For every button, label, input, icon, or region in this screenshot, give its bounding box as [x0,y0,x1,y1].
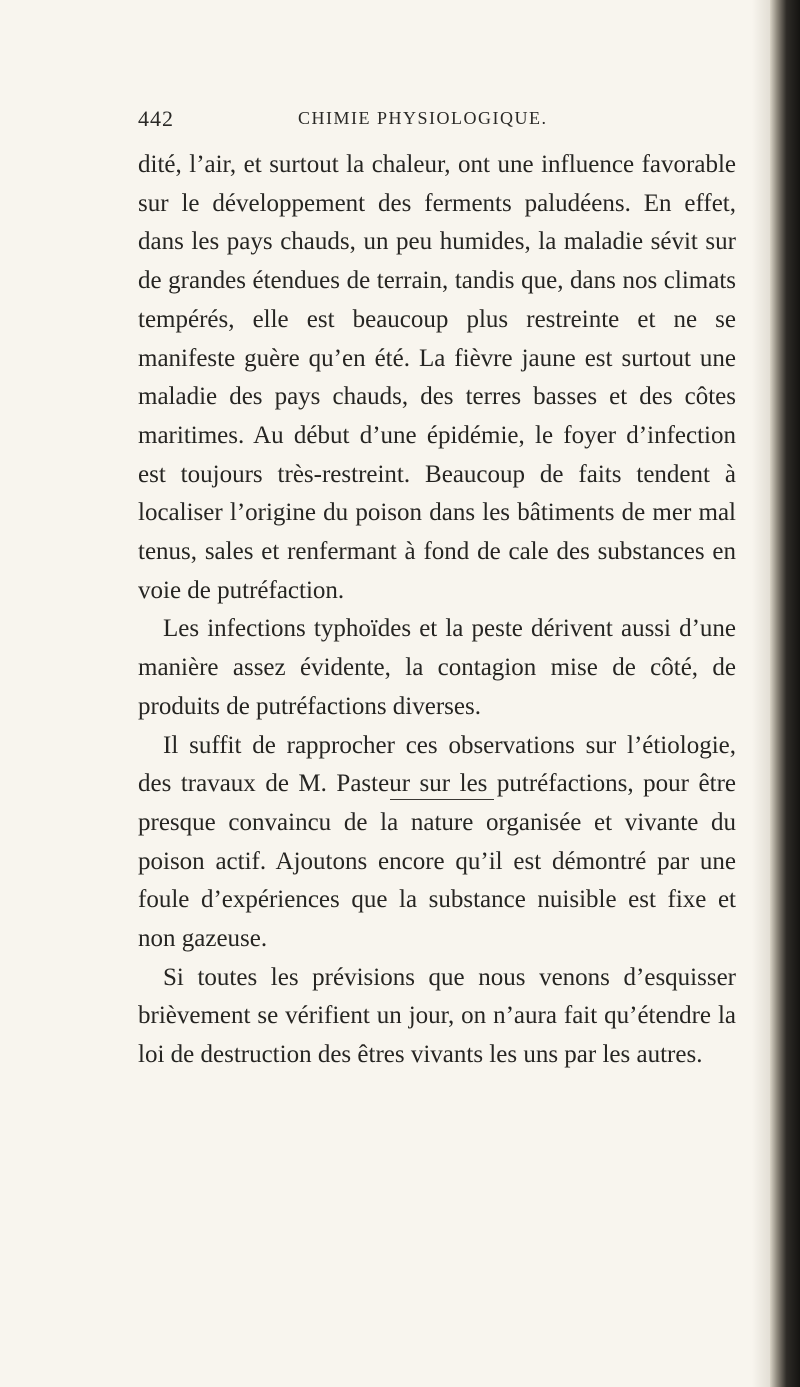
paragraph: Les infections typhoïdes et la peste dérivent aussi d’une manière assez évidente, la contagion mise de côté, de produits de putréfactions diverses. [138,615,736,720]
paragraph-continued: dité, l’air, et surtout la chaleur, ont une influence favorable sur le développement des ferments paludéens. En effet, dans les pays chauds, un peu humides, la maladie sévit sur de grandes étendues de terrain, tandis que, dans nos climats tempérés, elle est beaucoup plus restreinte et ne se manifeste guère qu’en été. La fièvre jaune est surtout une maladie des pays chauds, des terres basses et des côtes maritimes. Au début d’une épidémie, le foyer d’infection est toujours très-restreint. Beaucoup de faits tendent à localiser l’origine du poison dans les bâtiments de mer mal tenus, sales et renfermant à fond de cale des substances en voie de putréfaction. [138,151,736,604]
paragraph: Si toutes les prévisions que nous venons d’esquisser brièvement se vérifient un jour, on n’aura fait qu’étendre la loi de destruction des êtres vivants les uns par les autres. [138,963,736,1069]
paragraph: Il suffit de rapprocher ces observations sur l’étiologie, des travaux de M. Pasteur sur les putréfactions, pour être presque convaincu de la nature organisée et vivante du poison actif. Ajoutons encore qu’il est démontré par une foule d’expériences que la substance nuisible est fixe et non gazeuse. [138,731,736,953]
running-head [138,106,734,140]
body-text [138,146,736,1075]
running-title: CHIMIE PHYSIOLOGIQUE. [298,108,548,128]
section-end-rule [390,799,494,800]
page-number: 442 [138,106,174,131]
page-gutter-shadow [752,0,770,1387]
book-edge [770,0,800,1387]
